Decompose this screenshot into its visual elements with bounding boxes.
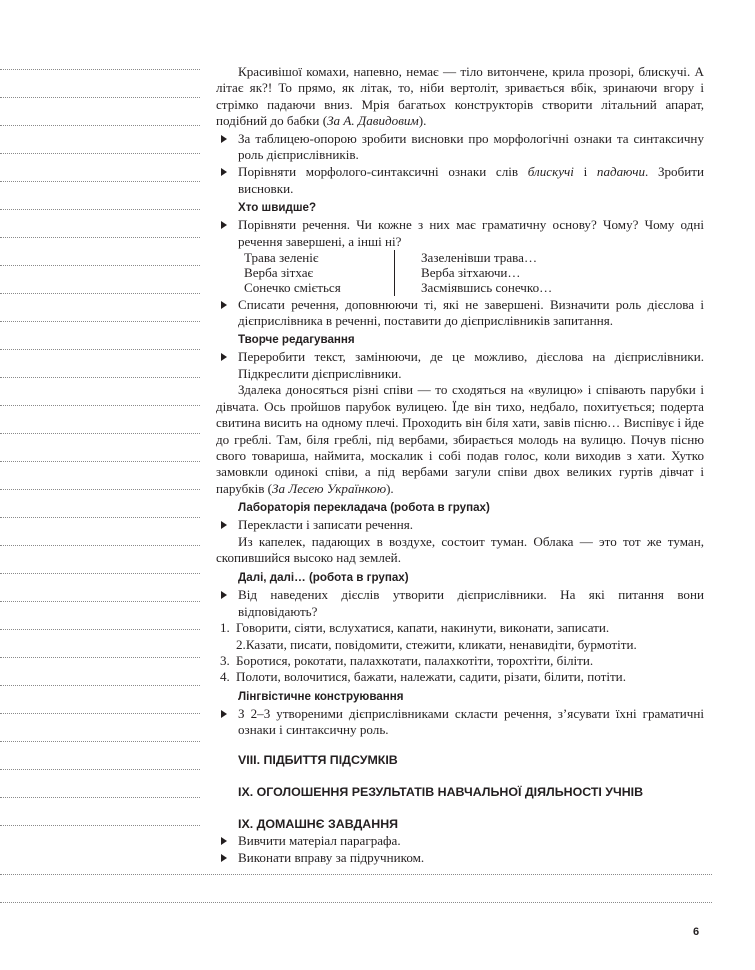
source-citation: За А. Давидовим [327,113,419,129]
note-line [0,265,200,266]
note-line [0,629,200,630]
task-item [216,297,704,330]
note-line [0,545,200,546]
paragraph-end: ). [418,113,427,129]
homework-item [216,850,704,866]
note-line [0,741,200,742]
note-line [0,489,200,490]
task-text: Порівняти речення. Чи кожне з них має граматичну основу? Чому? Чому одні речення завершені, а інші ні? [238,217,704,249]
note-line [0,293,200,294]
task-item [216,706,704,739]
list-number: 4. [220,669,230,685]
note-line [0,601,200,602]
heading-next: Далі, далі… (робота в групах) [238,571,409,585]
paragraph-end: ). [386,480,394,496]
task-text: Порівняти морфолого-синтаксичні ознаки слів [238,164,528,180]
sentence: Засміявшись сонечко… [421,280,553,296]
note-line [0,125,200,126]
task-item [216,517,704,533]
section-homework: IX. ДОМАШНЄ ЗАВДАННЯ [238,816,399,831]
task-text: За таблицею-опорою зробити висновки про морфологічні ознаки та синтаксичну роль дієприслівників. [238,130,704,163]
sentence: Зазеленівши трава… [421,250,538,266]
task-item [216,164,704,197]
list-text: Боротися, рокотати, палахкотати, палахкотіти, торохтіти, біліти. [236,652,594,668]
task-text: Виконати вправу за підручником. [238,850,425,866]
note-line [0,433,200,434]
note-line [0,349,200,350]
task-text: Переробити текст, замінюючи, де це можливо, дієслова на дієприслівники. Підкреслити дієприслівники. [238,349,704,381]
sentence-comparison [244,250,704,296]
task-item [216,349,704,382]
note-line [0,517,200,518]
list-number: 3. [220,652,230,668]
sentence: Верба зітхаючи… [421,265,521,281]
list-item [216,637,704,653]
paragraph-text: Здалека доносяться різні співи — то сходяться на «вулицю» і співають парубки і дівчата. Ось пройшов парубок вулицею. Їде він тихо, недбало, похитується; подерта свитина висить на одному плечі. Проходить він біля хати, завів пісню… Виспівує і йде до греблі. Там, біля греблі, під вербами, збирається молодь на вулицю. Почув пісню свого товариша, наймита, москалик і собі подав голос, коли виходив з хати. Хутко замовкли одинокі співи, а під вербами загули співи двох великих гуртів дівчат і парубків ( [216,382,704,496]
homework-item [216,833,704,849]
example-word: падаючи [596,164,646,180]
task-text: Списати речення, доповнюючи ті, які не завершені. Визначити роль дієслова і дієприслівника в реченні, поставити до дієприслівників запитання. [238,296,704,329]
task-text: і [573,164,597,180]
note-line [0,874,712,875]
list-text: 2.Казати, писати, повідомити, стежити, кликати, ненавидіти, бурмотіти. [236,636,637,652]
sentence: Верба зітхає [244,265,314,281]
note-line [0,657,200,658]
example-word: блискучі [527,164,574,180]
note-line [0,153,200,154]
incomplete-sentences [394,250,621,296]
task-text: З 2–3 утвореними дієприслівниками скласти речення, з’ясувати їхні граматичні ознаки і синтаксичну роль. [238,705,704,738]
note-line [0,713,200,714]
page-number: 6 [693,926,700,938]
list-text: Полоти, волочитися, бажати, належати, садити, різати, білити, потіти. [236,669,626,685]
paragraph-text: Красивішої комахи, напевно, немає — тіло витончене, крила прозорі, блискучі. А літає як?! То прямо, як літак, то, ніби вертоліт, зривається вбік, зринаючи вгору і стрімко падаючи вниз. Мрія багатьох конструкторів створити літальний апарат, подібний до бабки ( [216,64,704,129]
translation-paragraph: Из капелек, падающих в воздухе, состоит туман. Облака — это тот же туман, скопившийся высоко над землей. [216,533,704,565]
heading-who-faster: Хто швидше? [238,201,317,215]
task-item [216,217,704,250]
list-item [216,669,704,685]
note-line [0,769,200,770]
note-line [0,97,200,98]
sentence: Сонечко сміється [244,280,341,296]
task-text: . Зробити висновки. [238,164,705,196]
note-line [0,797,200,798]
source-citation: За Лесею Українкою [272,480,387,496]
note-line [0,69,200,70]
section-results: IX. ОГОЛОШЕННЯ РЕЗУЛЬТАТІВ НАВЧАЛЬНОЇ ДІЯЛЬНОСТІ УЧНІВ [238,784,644,799]
note-line [0,321,200,322]
sentence: Трава зеленіє [244,250,319,266]
heading-linguistic-construction: Лінгвістичне конструювання [238,689,404,703]
section-summary: VIII. ПІДБИТТЯ ПІДСУМКІВ [238,752,398,767]
note-line [0,237,200,238]
complete-sentences [244,250,394,296]
song-paragraph [216,382,704,497]
list-text: Говорити, сіяти, вслухатися, капати, накинути, виконати, записати. [236,620,610,636]
task-text: Вивчити матеріал параграфа. [238,832,401,848]
note-line [0,573,200,574]
note-line [0,377,200,378]
list-number: 1. [220,620,230,636]
lesson-content [216,64,704,866]
list-item [216,653,704,669]
note-line [0,405,200,406]
dragonfly-paragraph [216,64,704,130]
note-line [0,902,712,903]
note-line [0,825,200,826]
note-line [0,685,200,686]
note-line [0,209,200,210]
task-text: Перекласти і записати речення. [238,517,414,533]
task-item [216,131,704,164]
heading-translator-lab: Лабораторія перекладача (робота в групах) [238,501,490,515]
task-text: Від наведених дієслів утворити дієприслівники. На які питання вони відповідають? [238,587,704,619]
list-item [216,620,704,636]
note-line [0,461,200,462]
note-line [0,181,200,182]
task-item [216,587,704,620]
heading-creative-editing: Творче редагування [238,333,355,347]
